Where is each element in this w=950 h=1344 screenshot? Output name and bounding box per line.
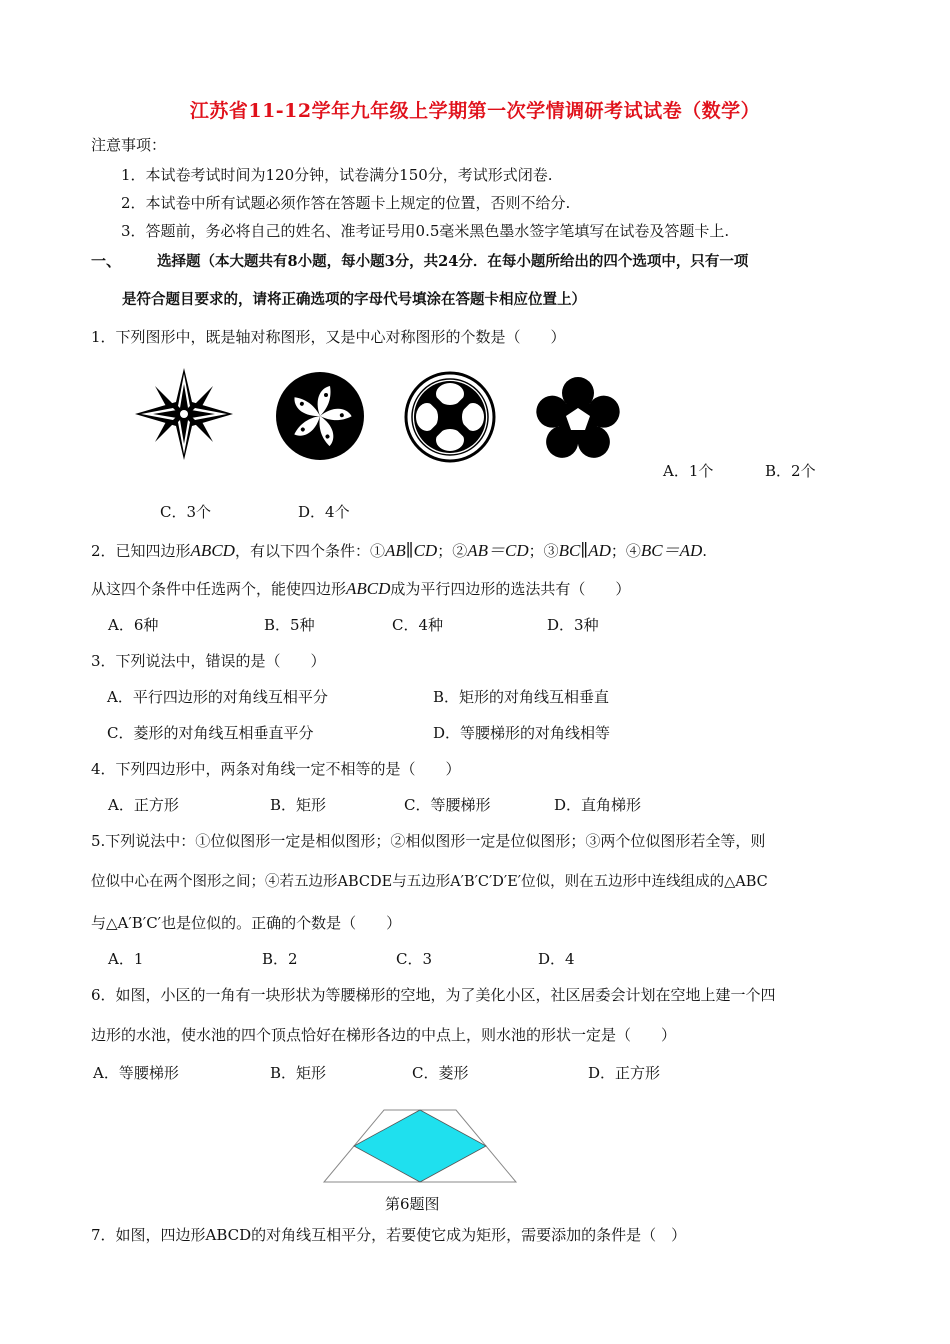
- option-c: C．3: [396, 950, 433, 968]
- option-a: A．1个: [663, 462, 714, 480]
- section-heading-cont: 是符合题目要求的，请将正确选项的字母代号填涂在答题卡相应位置上）: [122, 291, 586, 308]
- notes-heading: 注意事项：: [91, 136, 167, 154]
- option-d: D．3种: [547, 616, 599, 634]
- option-a: A．正方形: [108, 796, 179, 814]
- option-d: D．4: [538, 950, 575, 968]
- option-a: A．6种: [108, 616, 159, 634]
- star-compass-icon: [133, 366, 235, 462]
- ring-circle-icon: [403, 370, 497, 464]
- option-c: C．4种: [392, 616, 444, 634]
- option-d: D．直角梯形: [554, 796, 642, 814]
- note-item: 2．本试卷中所有试题必须作答在答题卡上规定的位置，否则不给分.: [121, 194, 571, 212]
- question-7-stem: 7．如图，四边形ABCD的对角线互相平分，若要使它成为矩形，需要添加的条件是（ ）: [91, 1226, 687, 1244]
- option-d: D．4个: [298, 503, 350, 521]
- option-b: B．2: [262, 950, 298, 968]
- figure-caption: 第6题图: [385, 1195, 440, 1213]
- option-d: D．正方形: [588, 1064, 661, 1082]
- note-item: 1．本试卷考试时间为120分钟，试卷满分150分，考试形式闭卷.: [121, 166, 553, 184]
- question-6-stem: 6．如图，小区的一角有一块形状为等腰梯形的空地，为了美化小区，社区居委会计划在空地上建一个四: [91, 986, 776, 1004]
- trapezoid-figure: [320, 1108, 520, 1186]
- option-a: A．平行四边形的对角线互相平分: [107, 688, 328, 706]
- pentagon-flower-icon: [535, 375, 621, 461]
- option-a: A．等腰梯形: [93, 1064, 179, 1082]
- section-number: 一、: [91, 252, 122, 270]
- option-c: C．3个: [160, 503, 212, 521]
- option-c: C．菱形的对角线互相垂直平分: [107, 724, 314, 742]
- flower-circle-icon: [274, 370, 366, 462]
- question-5-stem-cont: 位似中心在两个图形之间；④若五边形ABCDE与五边形A′B′C′D′E′位似，则在五边形中连线组成的△ABC: [91, 874, 768, 890]
- option-d: D．等腰梯形的对角线相等: [433, 724, 611, 742]
- question-6-stem-cont: 边形的水池，使水池的四个顶点恰好在梯形各边的中点上，则水池的形状一定是（ ）: [91, 1026, 677, 1044]
- option-a: A．1: [108, 950, 144, 968]
- pool-rhombus: [354, 1110, 486, 1182]
- question-3-stem: 3．下列说法中，错误的是（ ）: [91, 652, 326, 670]
- option-c: C．等腰梯形: [404, 796, 491, 814]
- option-b: B．矩形: [270, 1064, 327, 1082]
- option-b: B．矩形: [270, 796, 327, 814]
- section-heading: 选择题（本大题共有8小题，每小题3分，共24分．在每小题所给出的四个选项中，只有一项: [157, 253, 749, 270]
- option-b: B．矩形的对角线互相垂直: [433, 688, 610, 706]
- question-5-stem: 5.下列说法中：①位似图形一定是相似图形；②相似图形一定是位似图形；③两个位似图形若全等，则: [91, 832, 766, 850]
- option-b: B．5种: [264, 616, 315, 634]
- page-title: 江苏省11-12学年九年级上学期第一次学情调研考试试卷（数学）: [189, 100, 761, 122]
- question-2-stem-cont: 从这四个条件中任选两个，能使四边形ABCD成为平行四边形的选法共有（ ）: [91, 579, 631, 598]
- option-b: B．2个: [765, 462, 816, 480]
- note-item: 3．答题前，务必将自己的姓名、准考证号用0.5毫米黑色墨水签字笔填写在试卷及答题卡上.: [121, 222, 730, 240]
- question-5-stem-cont: 与△A′B′C′也是位似的。正确的个数是（ ）: [91, 914, 402, 932]
- question-1-stem: 1．下列图形中，既是轴对称图形，又是中心对称图形的个数是（ ）: [91, 328, 566, 346]
- option-c: C．菱形: [412, 1064, 469, 1082]
- question-2-stem: 2．已知四边形ABCD，有以下四个条件：①AB∥CD；②AB＝CD；③BC∥AD；④BC＝AD.: [91, 541, 708, 560]
- question-4-stem: 4．下列四边形中，两条对角线一定不相等的是（ ）: [91, 760, 461, 778]
